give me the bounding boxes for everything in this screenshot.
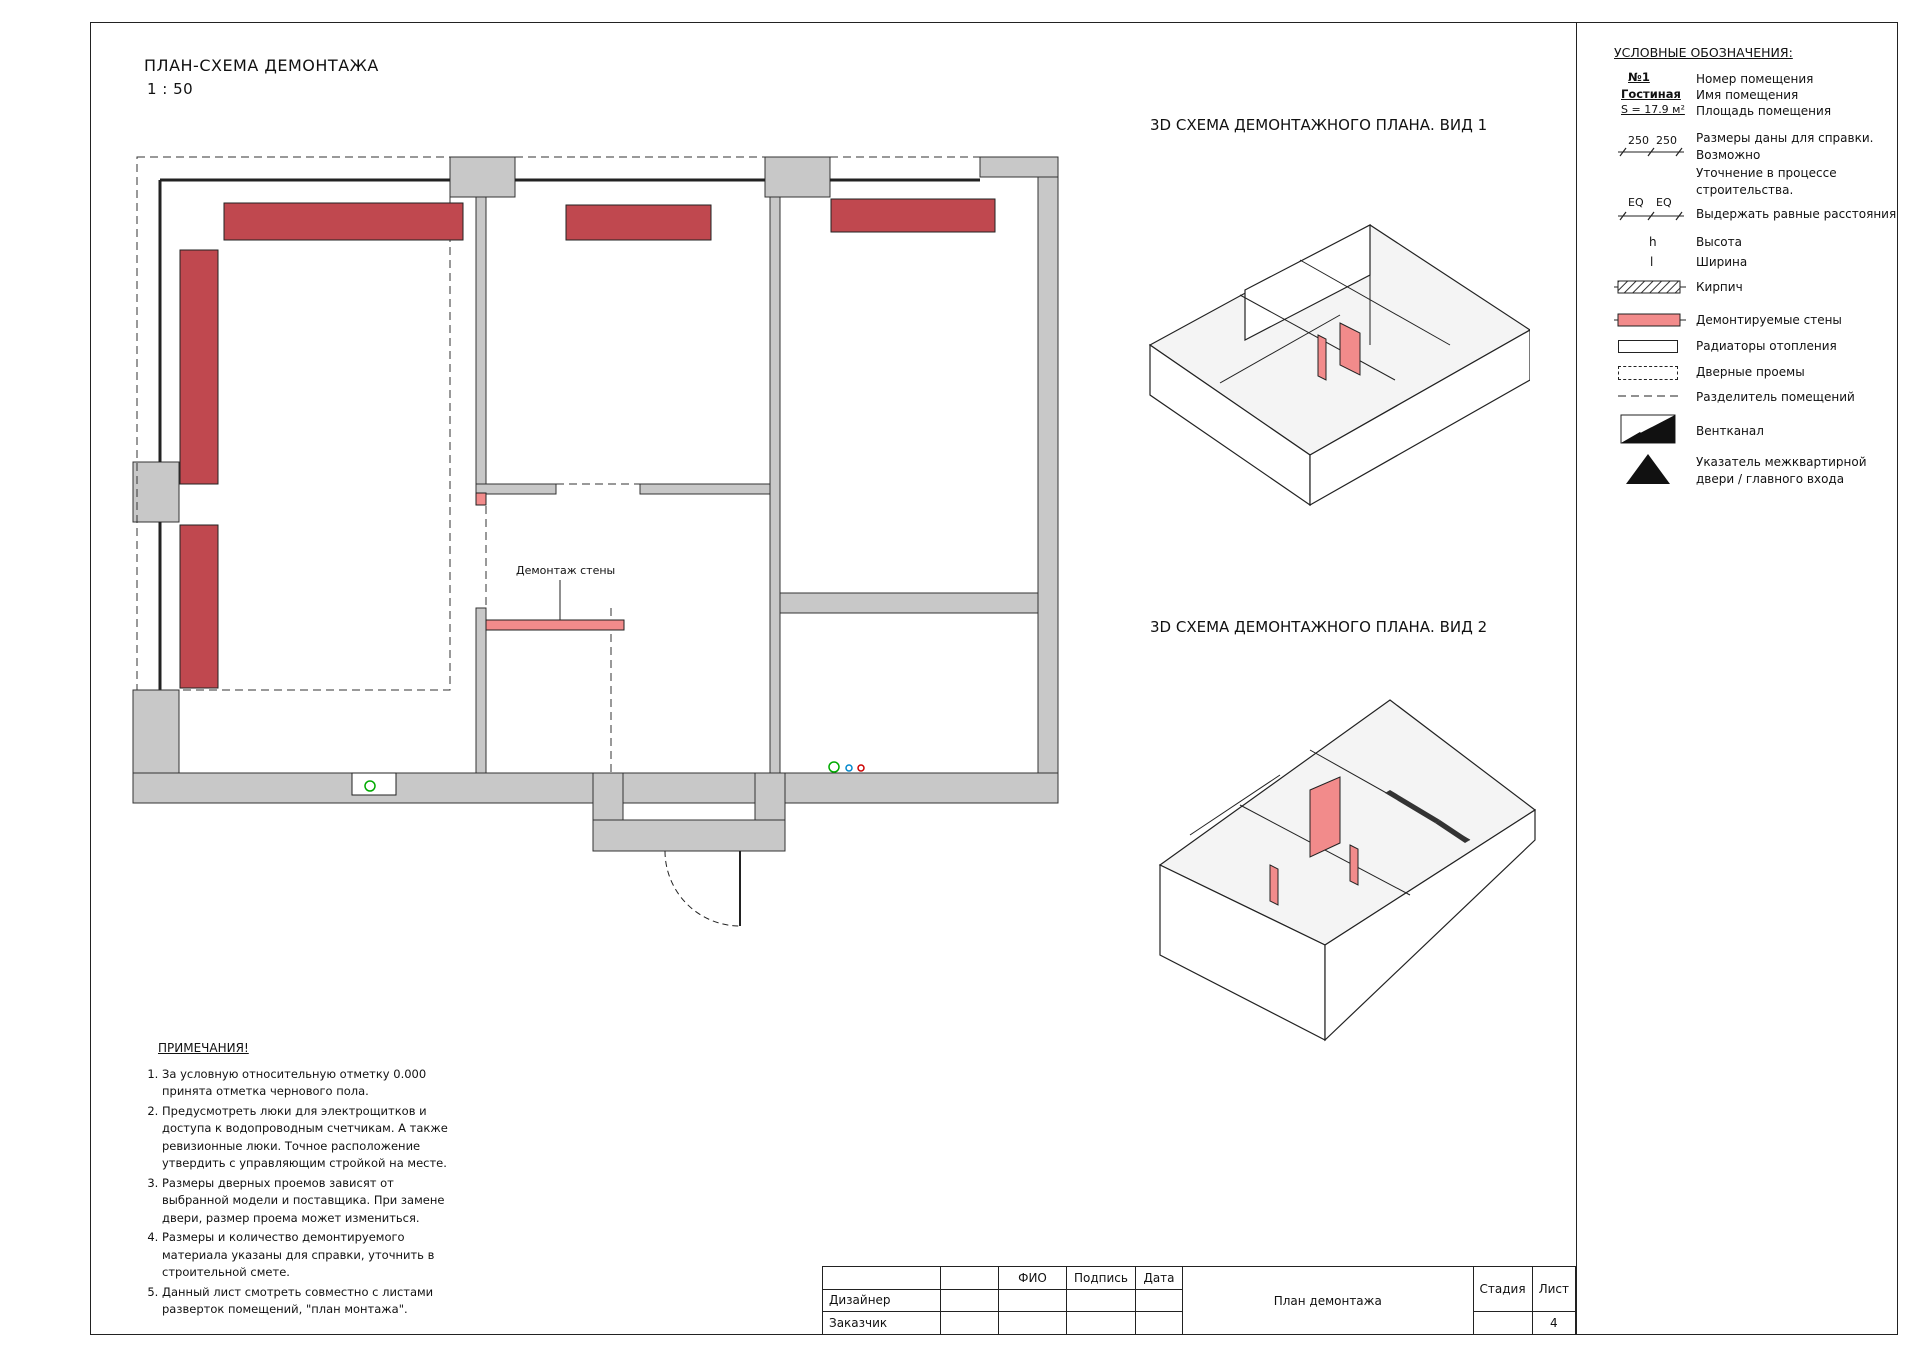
note-item: 4. Размеры и количество демонтируемого материала указаны для справки, уточнить в строительной смете.: [162, 1229, 460, 1282]
notes-list: [140, 1066, 460, 1319]
plan-radiators: [180, 199, 995, 688]
legend-brick-symbol: [1614, 277, 1686, 297]
legend-divider-label: Разделитель помещений: [1696, 390, 1855, 404]
legend-room-line: Имя помещения: [1696, 88, 1799, 102]
plan-pipe: [829, 762, 839, 772]
note-item: 3. Размеры дверных проемов зависят от выбранной модели и поставщика. При замене двери, размер проема может измениться.: [162, 1175, 460, 1228]
legend-dim-line: строительства.: [1696, 183, 1794, 197]
legend-dim-value: 250: [1656, 134, 1677, 147]
legend-eq-value: EQ: [1656, 196, 1672, 209]
legend-vent-symbol: [1620, 414, 1676, 444]
plan-demolish-wall: [486, 620, 624, 630]
legend-entry-label: двери / главного входа: [1696, 472, 1845, 486]
plan-pipe: [846, 765, 852, 771]
notes-block: [140, 1040, 460, 1321]
legend-eq-value: EQ: [1628, 196, 1644, 209]
legend-room-number: №1: [1628, 70, 1650, 84]
view2-title: 3D СХЕМА ДЕМОНТАЖНОГО ПЛАНА. ВИД 2: [1150, 618, 1488, 636]
legend-dim-value: 250: [1628, 134, 1649, 147]
legend-room-name: Гостиная: [1621, 87, 1681, 101]
floor-plan: [130, 150, 1080, 940]
view1-title: 3D СХЕМА ДЕМОНТАЖНОГО ПЛАНА. ВИД 1: [1150, 116, 1488, 134]
stamp-sheet-number: 4: [1532, 1312, 1575, 1335]
legend-entry-label: Указатель межквартирной: [1696, 455, 1867, 469]
stamp-col-fio: ФИО: [999, 1267, 1067, 1290]
plan-title: ПЛАН-СХЕМА ДЕМОНТАЖА: [144, 56, 379, 75]
legend-divider-symbol: [1614, 390, 1686, 402]
isometric-view-2: [1150, 695, 1540, 1055]
note-item: 5. Данный лист смотреть совместно с листами разверток помещений, "план монтажа".: [162, 1284, 460, 1319]
title-block: [822, 1266, 1576, 1335]
legend-room-line: Площадь помещения: [1696, 104, 1832, 118]
note-item: 2. Предусмотреть люки для электрощитков и доступа к водопроводным счетчикам. А также ревизионные люки. Точное расположение утвердить с управляющим стройкой на месте.: [162, 1103, 460, 1173]
legend-l-symbol: l: [1650, 255, 1654, 269]
stamp-row-client: Заказчик: [823, 1312, 941, 1335]
legend-entry-symbol: [1624, 452, 1672, 486]
legend-door-symbol: [1618, 366, 1678, 380]
plan-demolish-wall: [476, 493, 486, 505]
legend-radiator-label: Радиаторы отопления: [1696, 339, 1837, 353]
legend-vent-label: Вентканал: [1696, 424, 1764, 438]
legend-door-label: Дверные проемы: [1696, 365, 1805, 379]
legend-radiator-symbol: [1618, 340, 1678, 353]
stamp-sheet-title: План демонтажа: [1183, 1267, 1474, 1335]
legend-demolish-symbol: [1614, 310, 1686, 330]
stamp-stage-label: Стадия: [1473, 1267, 1532, 1312]
legend-eq-symbol: [1614, 196, 1688, 222]
note-item: 1. За условную относительную отметку 0.000 принята отметка чернового пола.: [162, 1066, 460, 1101]
legend-room-area: S = 17.9 м²: [1621, 103, 1685, 116]
plan-pipe: [858, 765, 864, 771]
legend-room-line: Номер помещения: [1696, 72, 1814, 86]
plan-outline-dashed: [137, 157, 980, 773]
notes-title: ПРИМЕЧАНИЯ!: [158, 1041, 249, 1055]
legend-dim-line: Размеры даны для справки.: [1696, 131, 1874, 145]
plan-walls: [133, 157, 1058, 851]
entrance-door-swing: [665, 851, 740, 926]
legend-eq-label: Выдержать равные расстояния: [1696, 207, 1897, 221]
stamp-col-sign: Подпись: [1067, 1267, 1136, 1290]
legend-l-label: Ширина: [1696, 255, 1748, 269]
legend-demolish-label: Демонтируемые стены: [1696, 313, 1842, 327]
plan-demolition-label: Демонтаж стены: [516, 564, 616, 577]
stamp-row-designer: Дизайнер: [823, 1289, 941, 1312]
legend-h-symbol: h: [1649, 235, 1657, 249]
plan-scale: 1 : 50: [147, 80, 194, 98]
legend-dim-line: Уточнение в процессе: [1696, 166, 1837, 180]
legend-dim-line: Возможно: [1696, 148, 1761, 162]
isometric-view-1: [1140, 165, 1530, 520]
stamp-sheet-label: Лист: [1532, 1267, 1575, 1312]
legend-title: УСЛОВНЫЕ ОБОЗНАЧЕНИЯ:: [1614, 45, 1793, 60]
stamp-col-date: Дата: [1136, 1267, 1183, 1290]
legend-h-label: Высота: [1696, 235, 1742, 249]
legend-brick-label: Кирпич: [1696, 280, 1743, 294]
